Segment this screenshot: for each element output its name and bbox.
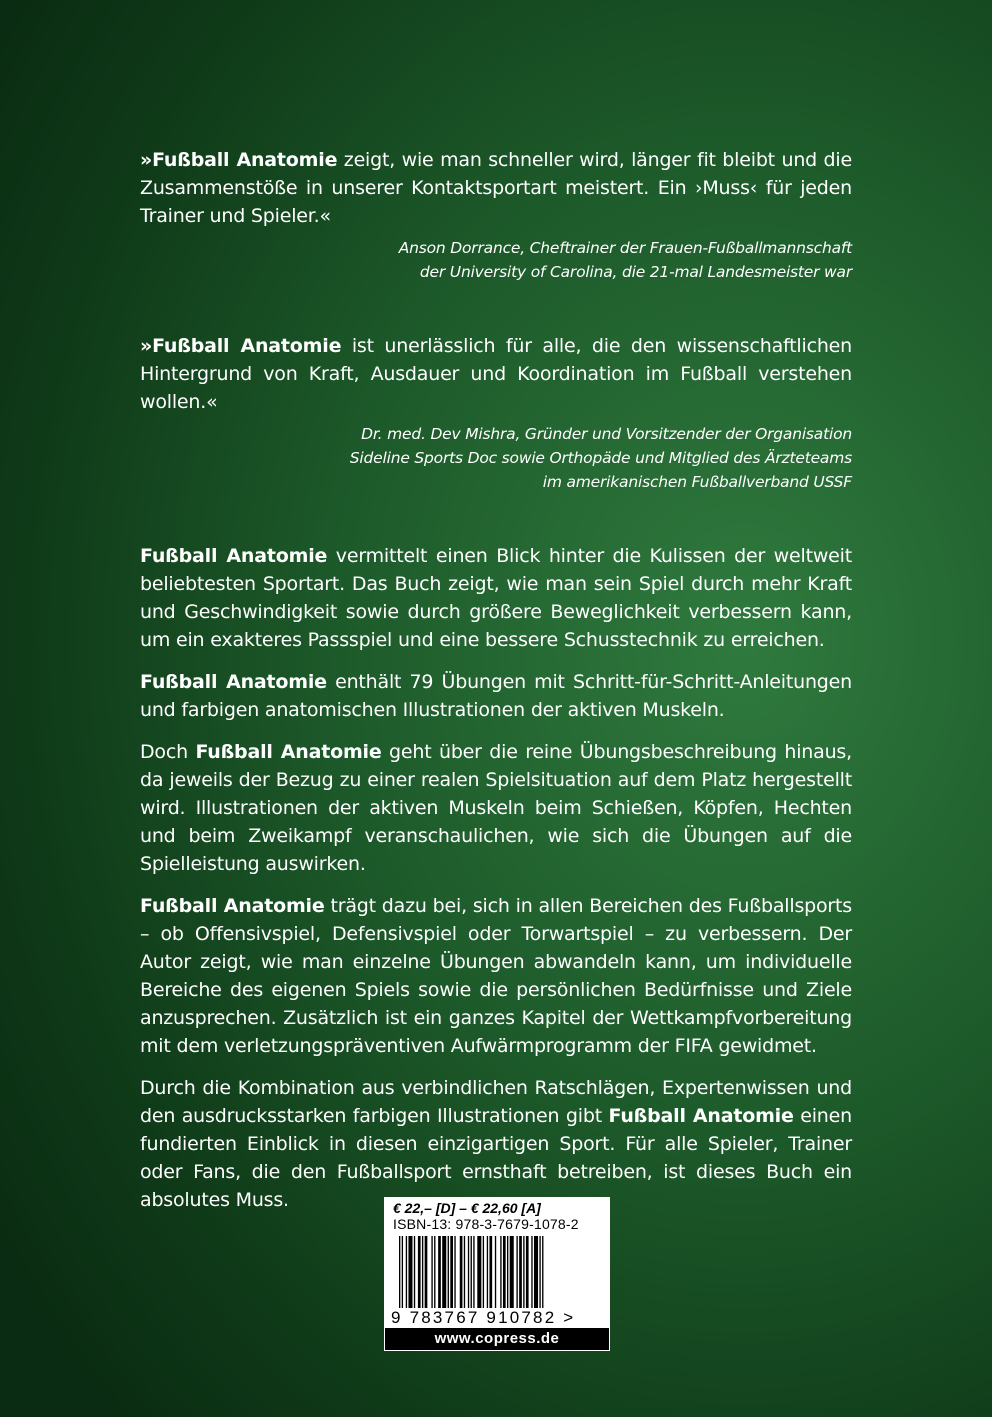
- description-paragraph: [140, 668, 852, 724]
- paragraph-text: trägt dazu bei, sich in allen Bereichen des Fußballsports – ob Offensivspiel, Defensivspiel oder Torwartspiel – zu verbessern. Der Autor zeigt, wie man einzelne Übungen abwandeln kann, um individuelle Bereiche des eigenen Spiels sowie die persönlichen Bedürfnisse und Ziele anzusprechen. Zusätzlich ist ein ganzes Kapitel der Wettkampfvorbereitung mit dem verletzungspräventiven Aufwärmprogramm der FIFA gewidmet.: [140, 895, 852, 1057]
- description-paragraph: [140, 738, 852, 878]
- attribution-line: Anson Dorrance, Cheftrainer der Frauen-Fußballmannschaft: [398, 239, 852, 257]
- barcode-box: [384, 1197, 610, 1351]
- barcode-digits: 9 783767 910782 >: [391, 1308, 576, 1327]
- book-title: Fußball Anatomie: [140, 895, 325, 917]
- book-title: Fußball Anatomie: [140, 671, 327, 693]
- attribution-line: der University of Carolina, die 21-mal Landesmeister war: [419, 263, 852, 281]
- quote-1-attribution: [140, 236, 852, 284]
- description-paragraph: [140, 1074, 852, 1214]
- publisher-website: www.copress.de: [385, 1328, 609, 1350]
- quote-1-text: zeigt, wie man schneller wird, länger fit bleibt und die Zusammenstöße in unserer Kontaktsportart meistert. Ein ›Muss‹ für jeden Trainer und Spieler.«: [140, 149, 852, 227]
- paragraph-text: vermittelt einen Blick hinter die Kulissen der weltweit beliebtesten Sportart. Das Buch zeigt, wie man sein Spiel durch mehr Kraft und Geschwindigkeit sowie durch größere Beweglichkeit verbessern kann, um ein exakteres Passspiel und eine bessere Schusstechnik zu erreichen.: [140, 545, 852, 651]
- description: [140, 542, 852, 1214]
- quote-2-attribution: [140, 422, 852, 494]
- quote-2: [140, 332, 852, 416]
- description-paragraph: [140, 892, 852, 1060]
- description-paragraph: [140, 542, 852, 654]
- book-title: Fußball Anatomie: [140, 545, 328, 567]
- paragraph-text: Doch: [140, 741, 196, 763]
- barcode-icon: [399, 1236, 599, 1308]
- quote-2-title: »Fußball Anatomie: [140, 335, 342, 357]
- paragraph-text: enthält 79 Übungen mit Schritt-für-Schritt-Anleitungen und farbigen anatomischen Illustrationen der aktiven Muskeln.: [140, 671, 852, 721]
- paragraph-text: geht über die reine Übungsbeschreibung hinaus, da jeweils der Bezug zu einer realen Spielsituation auf dem Platz hergestellt wird. Illustrationen der aktiven Muskeln beim Schießen, Köpfen, Hechten und beim Zweikampf veranschaulichen, wie sich die Übungen auf die Spielleistung auswirken.: [140, 741, 852, 875]
- quote-2-text: ist unerlässlich für alle, die den wissenschaftlichen Hintergrund von Kraft, Ausdauer und Koordination im Fußball verstehen wollen.«: [140, 335, 852, 413]
- price-label: € 22,– [D] – € 22,60 [A]: [393, 1200, 541, 1216]
- book-title: Fußball Anatomie: [608, 1105, 794, 1127]
- attribution-line: Sideline Sports Doc sowie Orthopäde und Mitglied des Ärzteteams: [349, 449, 852, 467]
- isbn-label: ISBN-13: 978-3-7679-1078-2: [393, 1216, 579, 1232]
- quote-1-title: »Fußball Anatomie: [140, 149, 338, 171]
- back-cover-content: [140, 146, 852, 1228]
- quote-1: [140, 146, 852, 230]
- paragraph-text: einen fundierten Einblick in diesen einzigartigen Sport. Für alle Spieler, Trainer oder Fans, die den Fußballsport ernsthaft betreiben, ist dieses Buch ein absolutes Muss.: [140, 1105, 852, 1211]
- paragraph-text: Durch die Kombination aus verbindlichen Ratschlägen, Expertenwissen und den ausdrucksstarken farbigen Illustrationen gibt: [140, 1077, 852, 1127]
- book-title: Fußball Anatomie: [195, 741, 382, 763]
- attribution-line: im amerikanischen Fußballverband USSF: [542, 473, 852, 491]
- attribution-line: Dr. med. Dev Mishra, Gründer und Vorsitzender der Organisation: [361, 425, 852, 443]
